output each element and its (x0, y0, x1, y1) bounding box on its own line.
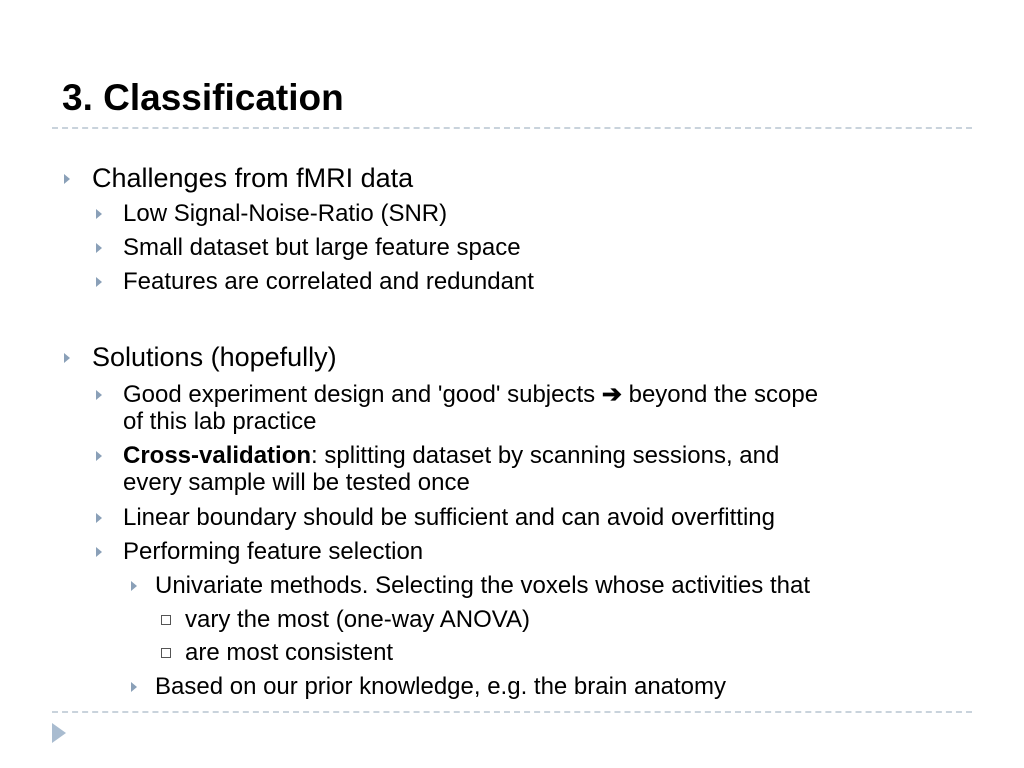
list-item-text-part: Good experiment design and 'good' subjects (123, 381, 602, 408)
triangle-bullet-icon (96, 451, 102, 461)
slide-nav-arrow-icon (52, 723, 66, 743)
footer-divider (52, 711, 972, 713)
right-arrow-icon: ➔ (601, 381, 622, 408)
sub-list-item-text: Based on our prior knowledge, e.g. the brain anatomy (155, 673, 727, 700)
list-item-text-continued: every sample will be tested once (123, 469, 470, 496)
slide-title: 3. Classification (62, 77, 344, 118)
triangle-bullet-icon (96, 390, 102, 400)
list-item-text (123, 442, 779, 469)
triangle-bullet-icon (96, 243, 102, 253)
sub-list-item-text: Univariate methods. Selecting the voxels whose activities that (155, 572, 810, 599)
list-item-text: Performing feature selection (123, 538, 424, 565)
list-item-text-part: : splitting dataset by scanning sessions, and (311, 442, 780, 469)
triangle-bullet-icon (131, 581, 137, 591)
list-item-text: Small dataset but large feature space (123, 234, 521, 261)
list-item-text-part: beyond the scope (621, 381, 819, 408)
list-item-text: Linear boundary should be sufficient and can avoid overfitting (123, 504, 775, 531)
list-item-text-continued: of this lab practice (123, 408, 317, 435)
square-bullet-icon (161, 648, 171, 658)
triangle-bullet-icon (96, 277, 102, 287)
triangle-bullet-icon (96, 209, 102, 219)
list-item-text: Features are correlated and redundant (123, 268, 534, 295)
triangle-bullet-icon (64, 353, 70, 363)
emphasis-term: Cross-validation (123, 442, 312, 469)
square-bullet-icon (161, 615, 171, 625)
triangle-bullet-icon (96, 513, 102, 523)
sub-sub-list-item-text: vary the most (one-way ANOVA) (185, 606, 530, 633)
list-item-text: Low Signal-Noise-Ratio (SNR) (123, 200, 448, 227)
list-item-text (123, 381, 818, 408)
section-heading-text: Solutions (hopefully) (92, 342, 337, 372)
triangle-bullet-icon (64, 174, 70, 184)
section-heading-text: Challenges from fMRI data (92, 163, 414, 193)
title-divider (52, 127, 972, 129)
triangle-bullet-icon (96, 547, 102, 557)
triangle-bullet-icon (131, 682, 137, 692)
sub-sub-list-item-text: are most consistent (185, 639, 394, 666)
